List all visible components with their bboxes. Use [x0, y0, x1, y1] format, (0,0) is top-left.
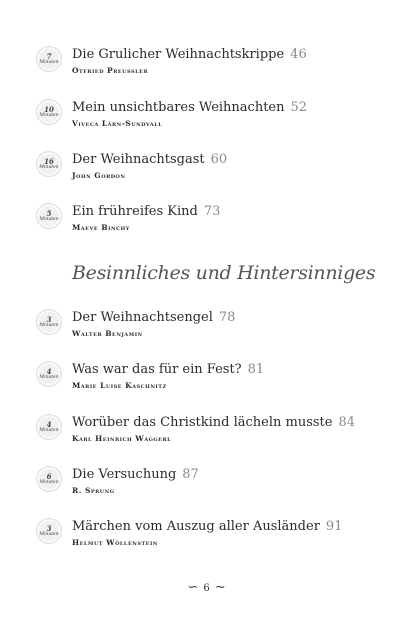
- reading-time-unit: Minuten: [39, 59, 59, 65]
- story-author: Otfried Preussler: [72, 66, 149, 75]
- story-author: John Gordon: [72, 171, 126, 180]
- story-title: Was war das für ein Fest?: [72, 362, 242, 377]
- toc-entry: [36, 466, 396, 506]
- reading-time-unit: Minuten: [39, 112, 59, 118]
- story-title: Die Grulicher Weihnachtskrippe: [72, 47, 285, 62]
- page-number: 46: [290, 47, 307, 62]
- page-number: 73: [203, 204, 221, 219]
- story-author: Helmut Wöllenstein: [72, 538, 158, 547]
- reading-time-minutes: 4: [46, 366, 52, 376]
- reading-time-badge: [36, 203, 62, 229]
- story-title-line: [72, 100, 307, 115]
- story-title-line: [72, 47, 307, 62]
- reading-time-badge: [36, 151, 62, 177]
- reading-time-badge: [36, 99, 62, 125]
- reading-time-minutes: 16: [44, 156, 54, 166]
- toc-entry: [36, 309, 396, 349]
- page-number: 52: [290, 100, 308, 115]
- toc-entry: [36, 99, 396, 139]
- reading-time-minutes: 3: [46, 314, 52, 324]
- reading-time-minutes: 5: [46, 208, 52, 218]
- page-number: 78: [218, 310, 236, 325]
- toc-entry: [36, 151, 396, 191]
- reading-time-unit: Minuten: [39, 164, 59, 170]
- reading-time-unit: Minuten: [39, 216, 59, 222]
- story-title-line: [72, 204, 220, 219]
- reading-time-minutes: 7: [46, 51, 52, 61]
- story-title-line: [72, 519, 342, 534]
- story-title: Worüber das Christkind lächeln musste: [72, 415, 333, 430]
- story-author: Karl Heinrich Waggerl: [72, 434, 172, 443]
- section-heading: Besinnliches und Hintersinniges: [72, 262, 376, 284]
- story-author: Maeve Binchy: [72, 223, 130, 232]
- reading-time-badge: [36, 46, 62, 72]
- reading-time-minutes: 10: [44, 104, 54, 114]
- page-number: 84: [338, 415, 356, 430]
- page-number: 87: [182, 467, 199, 482]
- toc-entry: [36, 46, 396, 86]
- toc-entry: [36, 414, 396, 454]
- story-author: Viveca Lärn-Sundvall: [72, 119, 163, 128]
- page-number: 60: [210, 152, 228, 167]
- story-author: R. Sprung: [72, 486, 115, 495]
- page-number: 81: [247, 362, 265, 377]
- reading-time-badge: [36, 309, 62, 335]
- reading-time-minutes: 3: [46, 523, 52, 533]
- story-title: Märchen vom Auszug aller Ausländer: [72, 519, 320, 534]
- toc-entry: [36, 203, 396, 243]
- right-flourish-icon: ∼: [214, 580, 226, 595]
- toc-entry: [36, 518, 396, 558]
- story-title-line: [72, 310, 235, 325]
- story-title: Der Weihnachtsgast: [72, 152, 205, 167]
- reading-time-minutes: 6: [46, 471, 52, 481]
- page-footer: [0, 580, 413, 595]
- story-title: Mein unsichtbares Weihnachten: [72, 100, 285, 115]
- story-title-line: [72, 467, 199, 482]
- reading-time-unit: Minuten: [39, 374, 59, 380]
- page-number: 91: [325, 519, 343, 534]
- story-title: Die Versuchung: [72, 467, 177, 482]
- reading-time-unit: Minuten: [39, 322, 59, 328]
- reading-time-badge: [36, 466, 62, 492]
- story-title: Der Weihnachtsengel: [72, 310, 213, 325]
- footer-page-number: 6: [203, 583, 210, 594]
- reading-time-unit: Minuten: [39, 479, 59, 485]
- reading-time-unit: Minuten: [39, 427, 59, 433]
- story-title-line: [72, 415, 355, 430]
- story-title-line: [72, 152, 227, 167]
- story-author: Marie Luise Kaschnitz: [72, 381, 167, 390]
- toc-entry: [36, 361, 396, 401]
- reading-time-minutes: 4: [46, 419, 52, 429]
- story-title-line: [72, 362, 264, 377]
- story-author: Walter Benjamin: [72, 329, 143, 338]
- reading-time-badge: [36, 361, 62, 387]
- left-flourish-icon: ∽: [187, 580, 199, 595]
- story-title: Ein frühreifes Kind: [72, 204, 198, 219]
- reading-time-unit: Minuten: [39, 531, 59, 537]
- reading-time-badge: [36, 518, 62, 544]
- reading-time-badge: [36, 414, 62, 440]
